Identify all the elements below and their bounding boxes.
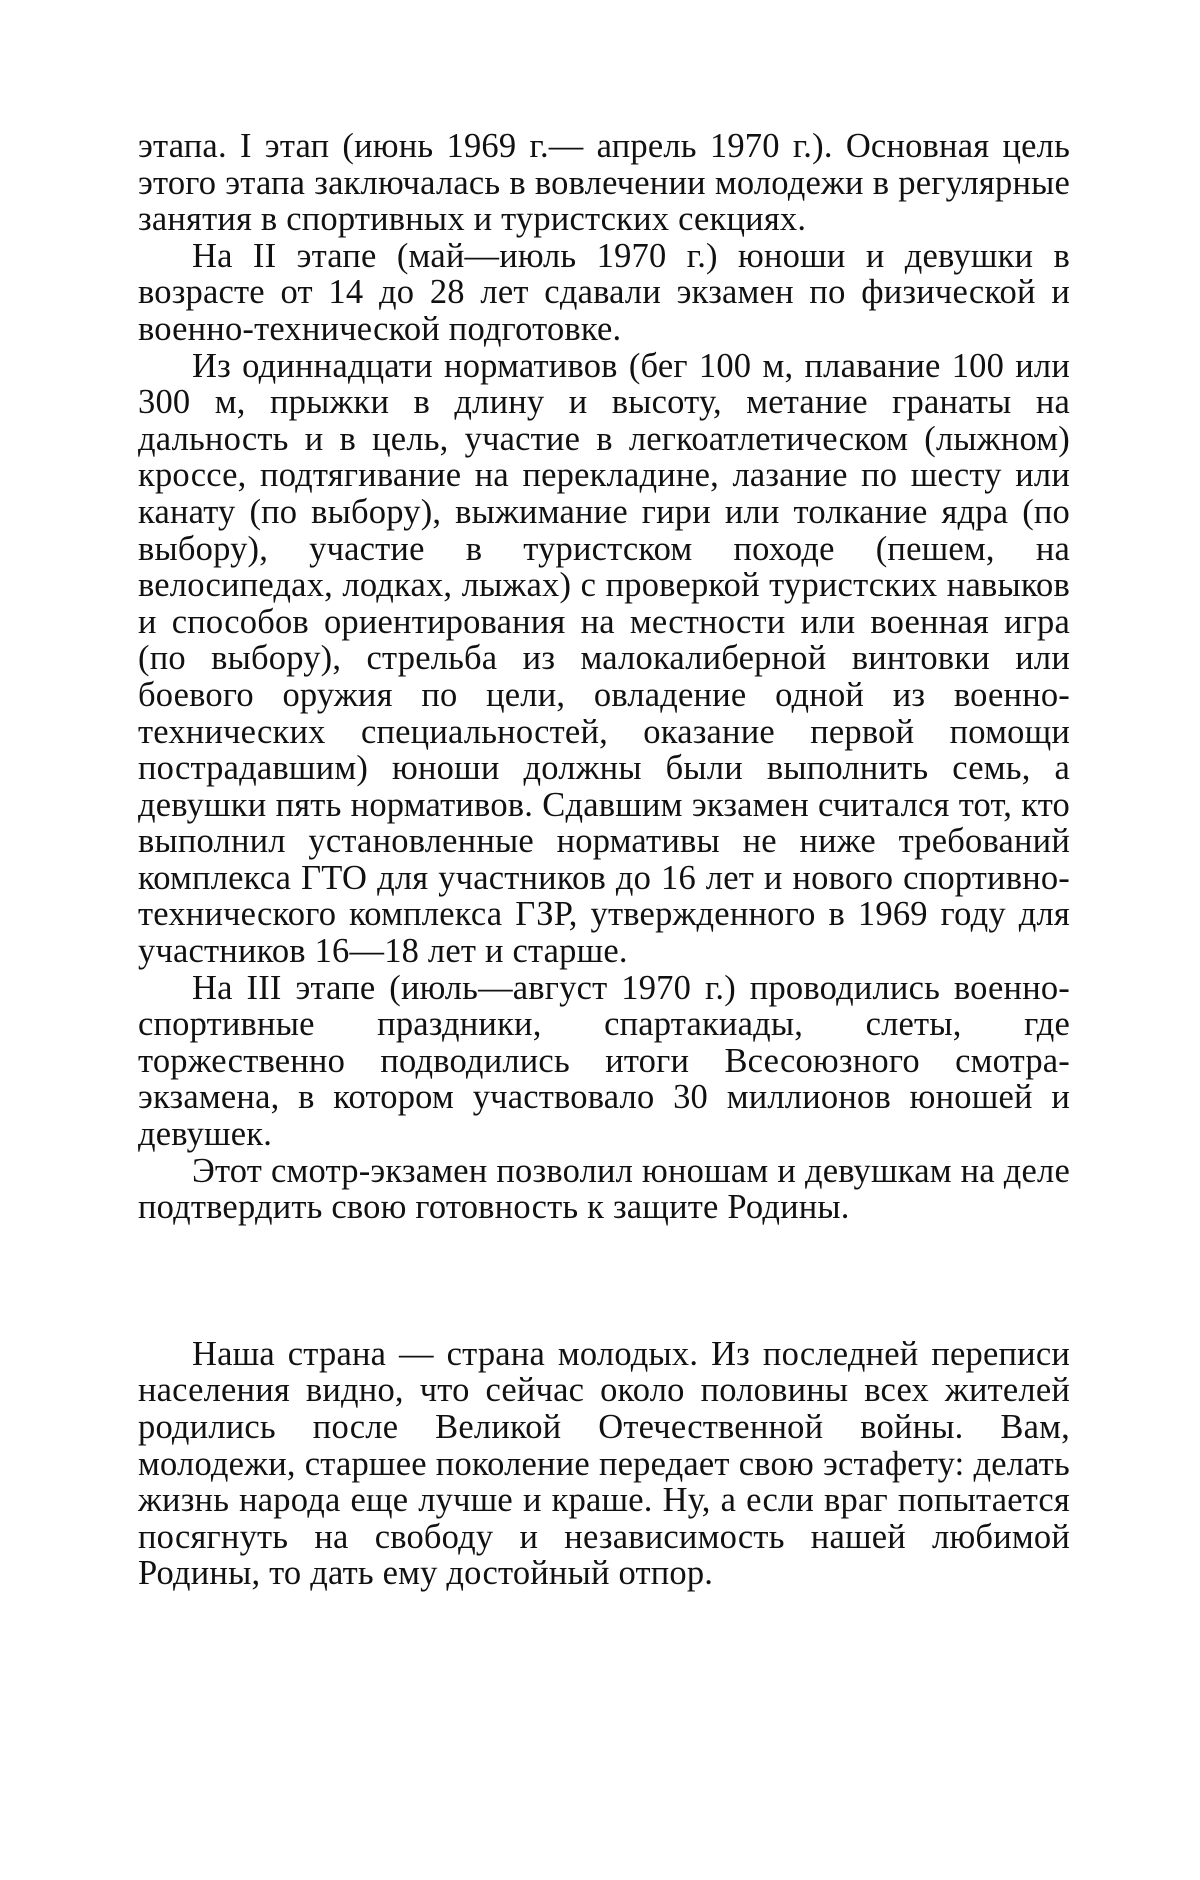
paragraph-stage-two: На II этапе (май—июль 1970 г.) юноши и девушки в возрасте от 14 до 28 лет сдавали экзамен по физической и военно-технической подготовке. — [138, 236, 1070, 348]
section-spacer — [138, 1226, 1070, 1336]
paragraph-stage-one: этапа. I этап (июнь 1969 г.— апрель 1970 г.). Основная цель этого этапа заключалась в вовлечении молодежи в регулярные занятия в спортивных и туристских секциях. — [138, 127, 1070, 239]
paragraph-norms: Из одиннадцати нормативов (бег 100 м, плавание 100 или 300 м, прыжки в длину и высоту, метание гранаты на дальность и в цель, участие в легкоатлетическом (лыжном) кроссе, подтягивание на перекладине, лазание по шесту или канату (по выбору), выжимание гири или толкание ядра (по выбору), участие в туристском походе (пешем, на велосипедах, лодках, лыжах) с проверкой туристских навыков и способов ориентирования на местности или военная игра (по выбору), стрельба из малокалиберной винтовки или боевого оружия по цели, овладение одной из военно-технических специальностей, оказание первой помощи пострадавшим) юноши должны были выполнить семь, а девушки пять нормативов. Сдавшим экзамен считался тот, кто выполнил установленные нормативы не ниже требований комплекса ГТО для участников до 16 лет и нового спортивно-технического комплекса ГЗР, утвержденного в 1969 году для участников 16—18 лет и старше. — [138, 346, 1070, 971]
paragraph-stage-three: На III этапе (июль—август 1970 г.) проводились военно-спортивные праздники, спартакиады, слеты, где торжественно подводились итоги Всесоюзного смотра-экзамена, в котором участвовало 30 миллионов юношей и девушек. — [138, 968, 1070, 1154]
paragraph-review-result: Этот смотр-экзамен позволил юношам и девушкам на деле подтвердить свою готовность к защите Родины. — [138, 1151, 1070, 1227]
paragraph-young-country: Наша страна — страна молодых. Из последней переписи населения видно, что сейчас около половины всех жителей родились после Великой Отечественной войны. Вам, молодежи, старшее поколение передает свою эстафету: делать жизнь народа еще лучше и краше. Ну, а если враг попытается посягнуть на свободу и независимость нашей любимой Родины, то дать ему достойный отпор. — [138, 1334, 1070, 1593]
book-page — [138, 128, 1070, 1592]
